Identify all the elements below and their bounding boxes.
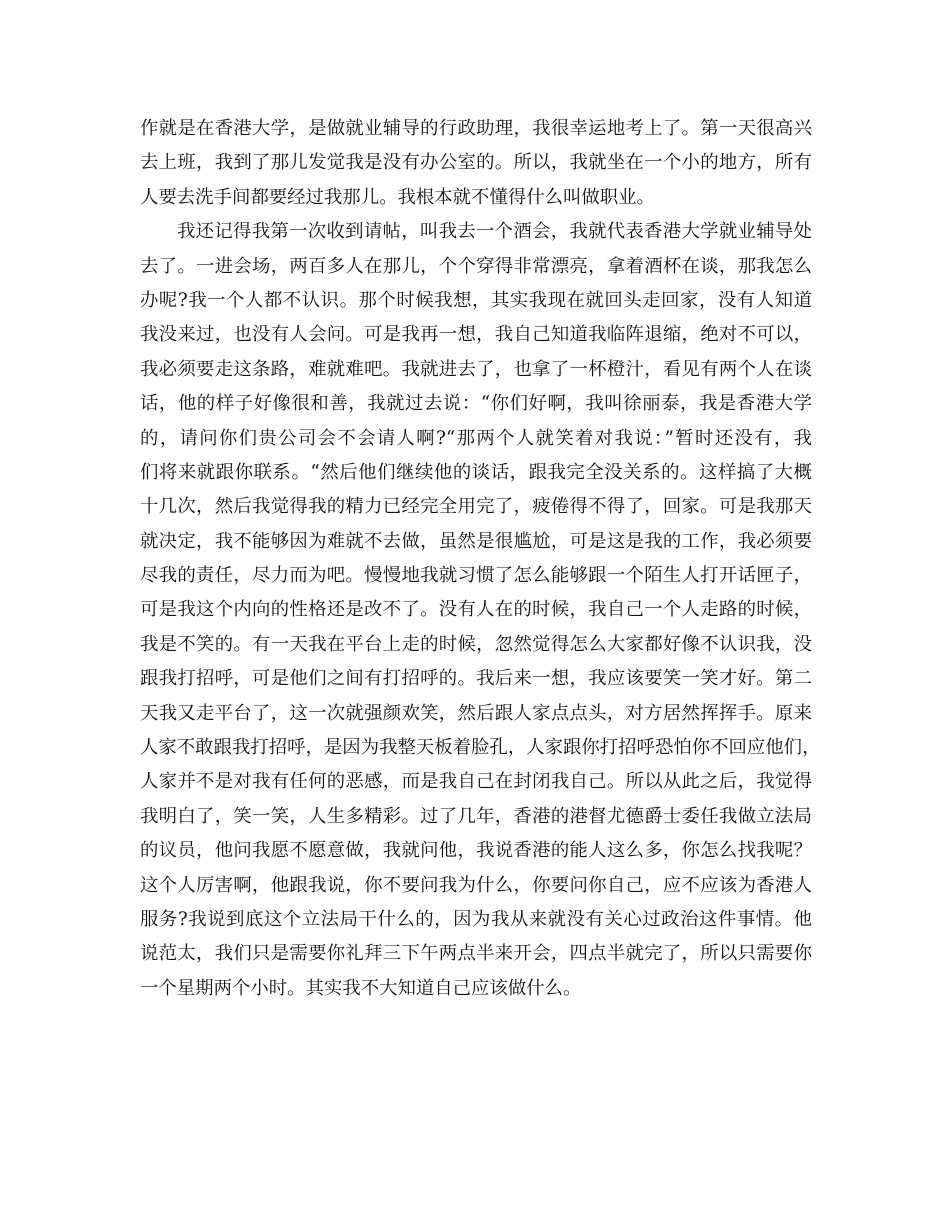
text-line: 的，请问你们贵公司会不会请人啊?“那两个人就笑着对我说：”暂时还没有，我 (140, 427, 812, 449)
text-line: 人要去洗手间都要经过我那儿。我根本就不懂得什么叫做职业。 (140, 186, 655, 208)
text-line: 我还记得我第一次收到请帖，叫我去一个酒会，我就代表香港大学就业辅导处 (177, 221, 812, 243)
text-line: 就决定，我不能够因为难就不去做，虽然是很尴尬，可是这是我的工作，我必须要 (140, 530, 812, 552)
text-line: 我是不笑的。有一天我在平台上走的时候，忽然觉得怎么大家都好像不认识我，没 (140, 633, 812, 655)
text-line: 们将来就跟你联系。“然后他们继续他的谈话，跟我完全没关系的。这样搞了大概 (140, 461, 812, 483)
text-line: 办呢?我一个人都不认识。那个时候我想，其实我现在就回头走回家，没有人知道 (140, 289, 812, 311)
text-line: 话，他的样子好像很和善，我就过去说：“你们好啊，我叫徐丽泰，我是香港大学 (140, 393, 812, 415)
text-line: 人家并不是对我有任何的恶感，而是我自己在封闭我自己。所以从此之后，我觉得 (140, 771, 812, 793)
text-line: 我明白了，笑一笑，人生多精彩。过了几年，香港的港督尤德爵士委任我做立法局 (140, 805, 812, 827)
text-line: 服务?我说到底这个立法局干什么的，因为我从来就没有关心过政治这件事情。他 (140, 908, 812, 930)
text-line: 我必须要走这条路，难就难吧。我就进去了，也拿了一杯橙汁，看见有两个人在谈 (140, 358, 812, 380)
text-line: 尽我的责任，尽力而为吧。慢慢地我就习惯了怎么能够跟一个陌生人打开话匣子， (140, 565, 812, 587)
text-line: 这个人厉害啊，他跟我说，你不要问我为什么，你要问你自己，应不应该为香港人 (140, 874, 812, 896)
text-line: 一个星期两个小时。其实我不大知道自己应该做什么。 (140, 977, 582, 999)
text-line: 可是我这个内向的性格还是改不了。没有人在的时候，我自己一个人走路的时候， (140, 599, 812, 621)
text-line: 去上班，我到了那儿发觉我是没有办公室的。所以，我就坐在一个小的地方，所有 (140, 152, 812, 174)
text-line: 跟我打招呼，可是他们之间有打招呼的。我后来一想，我应该要笑一笑才好。第二 (140, 668, 812, 690)
paragraph-1 (140, 112, 812, 215)
document-body (140, 112, 821, 1006)
text-line: 十几次，然后我觉得我的精力已经完全用完了，疲倦得不得了，回家。可是我那天 (140, 496, 812, 518)
text-line: 的议员，他问我愿不愿意做，我就问他，我说香港的能人这么多，你怎么找我呢？ (140, 840, 812, 862)
paragraph-2 (140, 215, 821, 1006)
text-line: 去了。一进会场，两百多人在那儿，个个穿得非常漂亮，拿着酒杯在谈，那我怎么 (140, 255, 812, 277)
text-line: 人家不敢跟我打招呼，是因为我整天板着脸孔，人家跟你打招呼恐怕你不回应他们， (140, 737, 821, 759)
text-line: 作就是在香港大学，是做就业辅导的行政助理，我很幸运地考上了。第一天很高兴 (140, 118, 812, 139)
text-line: 说范太，我们只是需要你礼拜三下午两点半来开会，四点半就完了，所以只需要你 (140, 943, 812, 965)
text-line: 我没来过，也没有人会问。可是我再一想，我自己知道我临阵退缩，绝对不可以， (140, 324, 812, 346)
text-line: 天我又走平台了，这一次就强颜欢笑，然后跟人家点点头，对方居然挥挥手。原来 (140, 702, 812, 724)
